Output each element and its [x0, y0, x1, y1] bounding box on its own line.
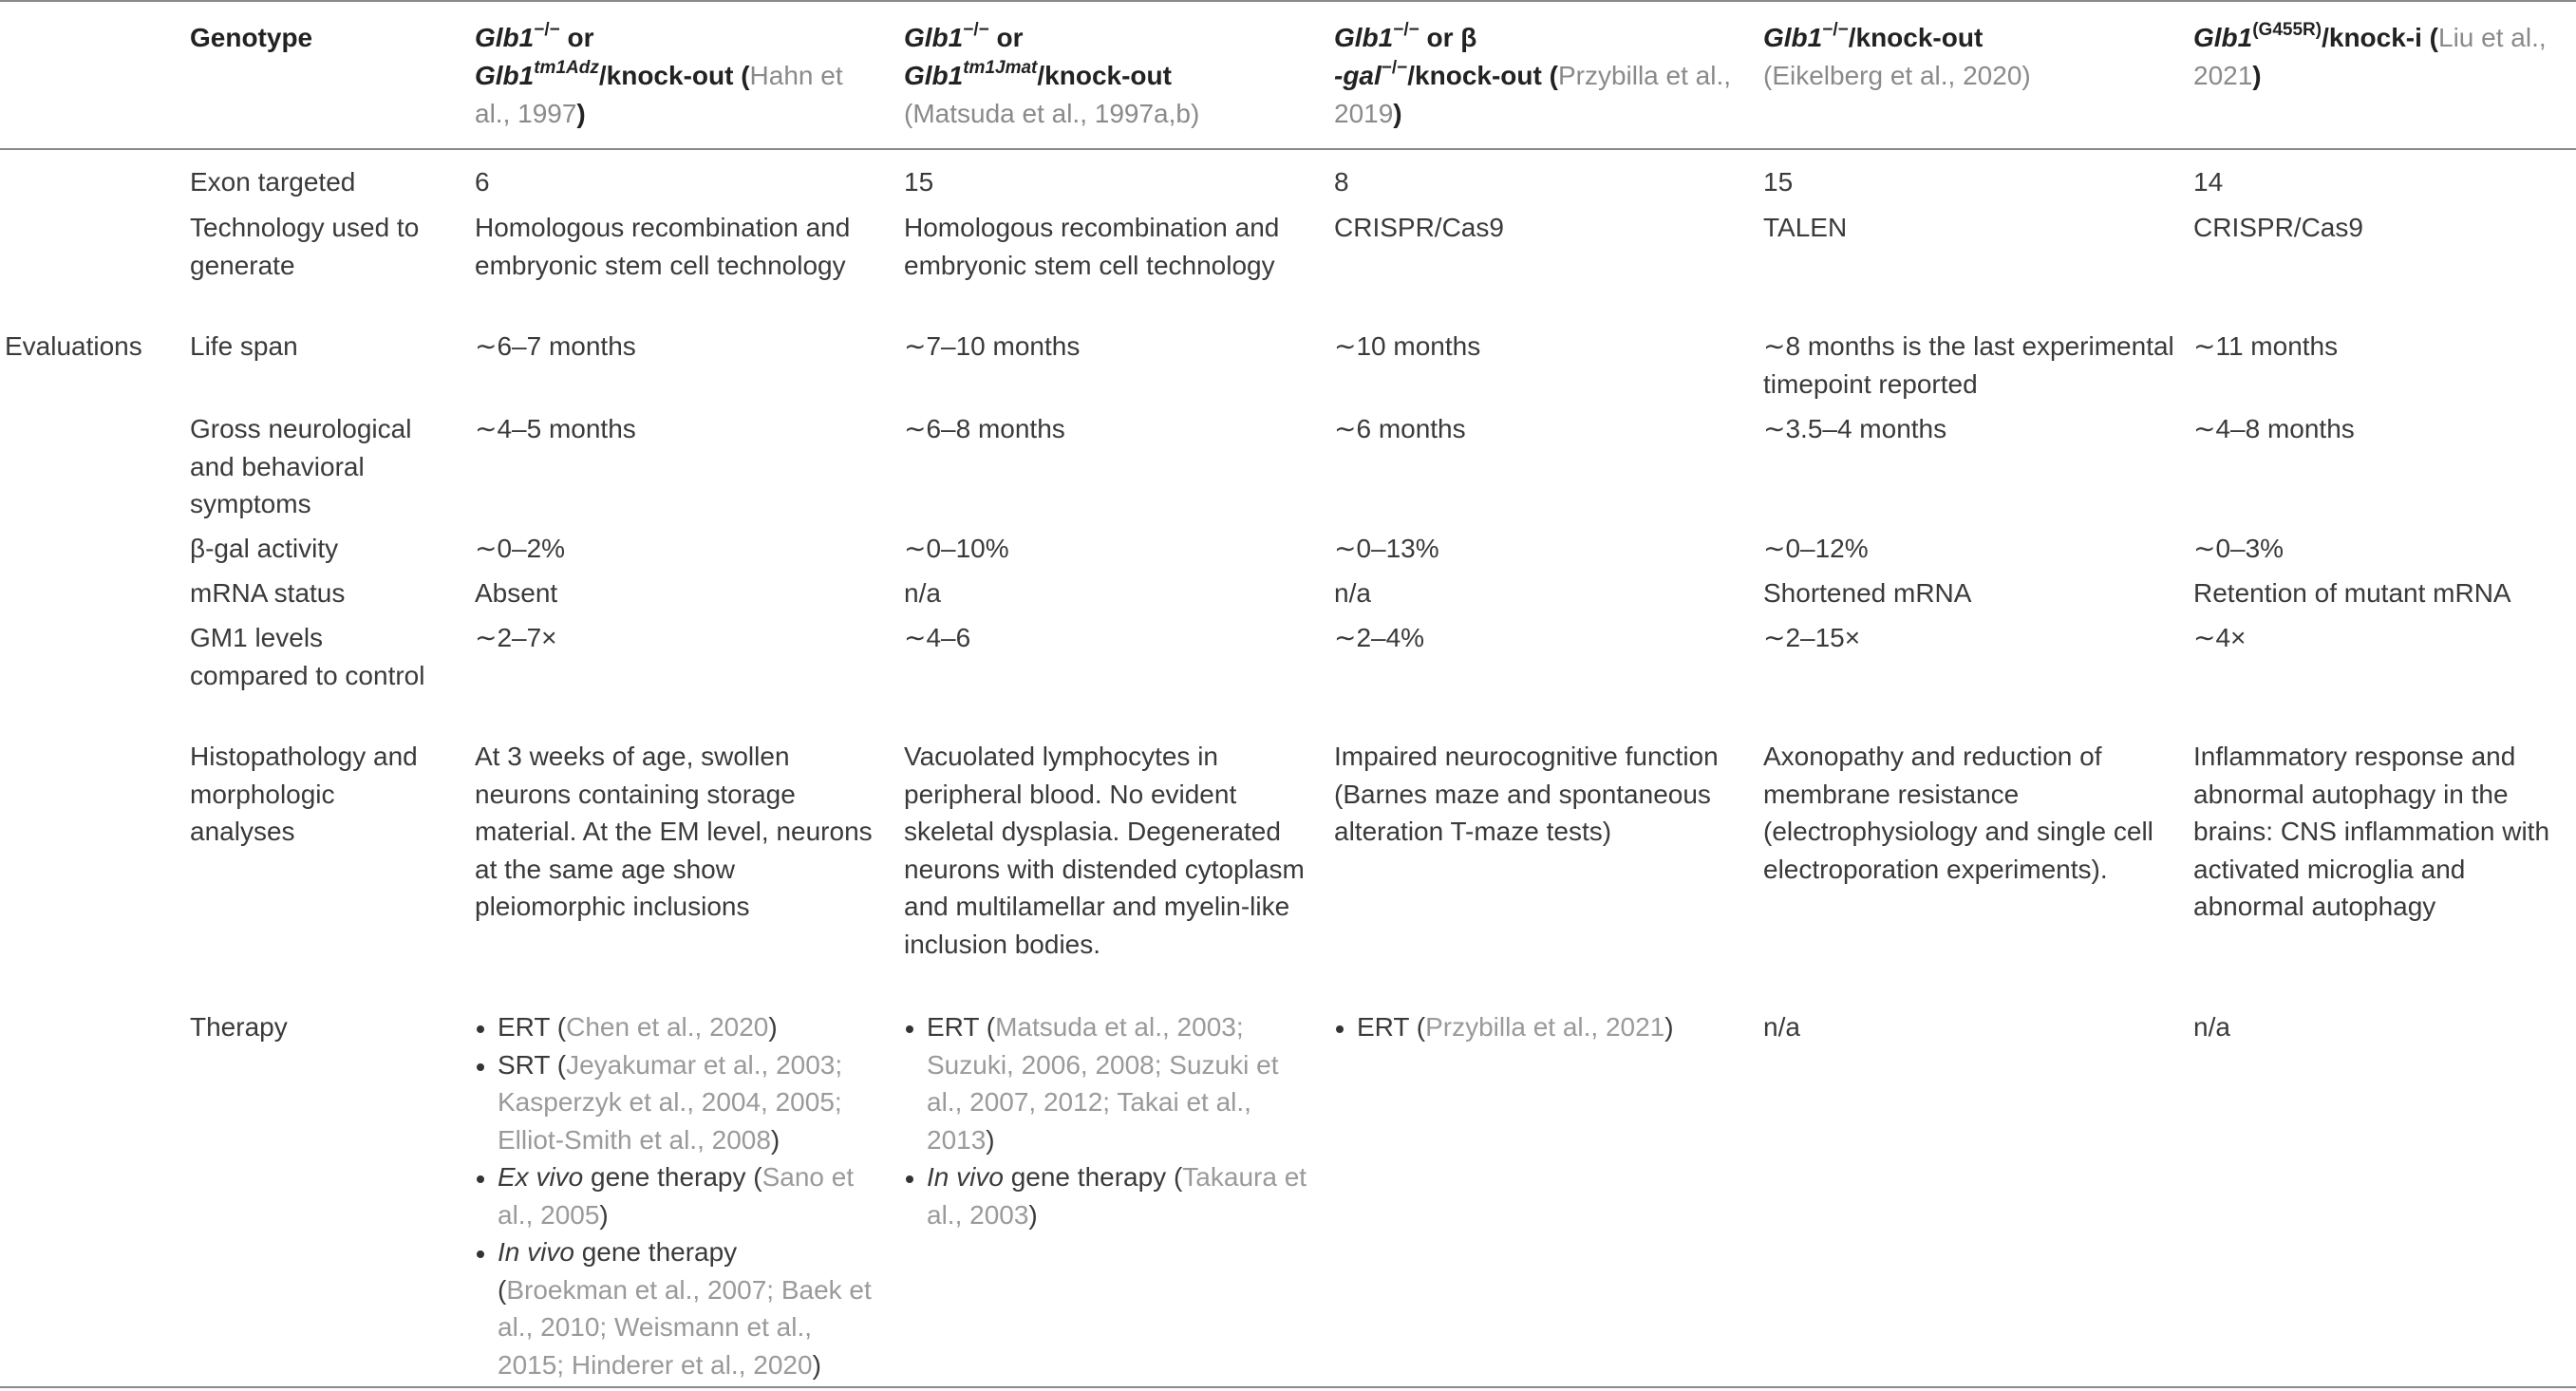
table-top-rule — [0, 0, 2576, 2]
cell-neurological-2: ∼6–8 months — [904, 414, 1065, 443]
cell-lifespan-2: ∼7–10 months — [904, 331, 1081, 361]
row-label-technology: Technology used to generate — [190, 213, 420, 280]
list-item: ERT (Chen et al., 2020) — [475, 1008, 874, 1046]
header-col-5: $Glb1^{(G455R)}/knock-i$ (Liu et al., 2021) — [2193, 19, 2547, 90]
citation-link[interactable]: Takaura et al., 2003 — [927, 1162, 1307, 1230]
list-item: ERT (Matsuda et al., 2003; Suzuki, 2006, 2008; Suzuki et al., 2007, 2012; Takai et al., 2013) — [904, 1008, 1312, 1158]
cell-technology-2: Homologous recombination and embryonic stem cell technology — [904, 213, 1280, 280]
cell-histopathology-4: Axonopathy and reduction of membrane resistance (electrophysiology and single cell electroporation experiments). — [1763, 742, 2153, 884]
cell-mrna-3: n/a — [1334, 578, 1371, 608]
cell-mrna-2: n/a — [904, 578, 941, 608]
cell-technology-3: CRISPR/Cas9 — [1334, 213, 1504, 242]
row-label-exon: Exon targeted — [190, 167, 356, 197]
cell-exon-3: 8 — [1334, 167, 1349, 197]
cell-technology-5: CRISPR/Cas9 — [2193, 213, 2363, 242]
therapy-cell-5: n/a — [2193, 1012, 2230, 1042]
cell-mrna-5: Retention of mutant mRNA — [2193, 578, 2511, 608]
group-label-evaluations: Evaluations — [5, 331, 142, 361]
cell-neurological-1: ∼4–5 months — [475, 414, 636, 443]
header-col-1-ref[interactable]: Hahn et al., 1997 — [475, 61, 843, 128]
cell-histopathology-1: At 3 weeks of age, swollen neurons containing storage material. At the EM level, neurons at the same age show pleiomorphic inclusions — [475, 742, 873, 921]
header-genotype: Genotype — [190, 23, 313, 52]
list-item: In vivo gene therapy (Broekman et al., 2007; Baek et al., 2010; Weismann et al., 2015; Hinderer et al., 2020) — [475, 1233, 874, 1383]
cell-exon-1: 6 — [475, 167, 490, 197]
table-bottom-rule — [0, 1386, 2576, 1388]
cell-bgal-2: ∼0–10% — [904, 534, 1009, 563]
cell-gm1-4: ∼2–15× — [1763, 623, 1861, 652]
row-label-bgal: β-gal activity — [190, 534, 339, 563]
list-item: In vivo gene therapy (Takaura et al., 2003) — [904, 1158, 1312, 1233]
cell-gm1-5: ∼4× — [2193, 623, 2247, 652]
cell-gm1-1: ∼2–7× — [475, 623, 557, 652]
row-label-lifespan: Life span — [190, 331, 298, 361]
cell-mrna-4: Shortened mRNA — [1763, 578, 1972, 608]
cell-bgal-5: ∼0–3% — [2193, 534, 2285, 563]
cell-lifespan-5: ∼11 months — [2193, 331, 2339, 361]
header-col-2-ref[interactable]: (Matsuda et al., 1997a,b) — [904, 99, 1200, 128]
therapy-list-1 — [475, 1008, 874, 1383]
list-item: SRT (Jeyakumar et al., 2003; Kasperzyk et al., 2004, 2005; Elliot-Smith et al., 2008) — [475, 1046, 874, 1159]
cell-histopathology-5: Inflammatory response and abnormal autophagy in the brains: CNS inflammation with activated microglia and abnormal autophagy — [2193, 742, 2550, 921]
row-label-mrna: mRNA status — [190, 578, 346, 608]
cell-histopathology-3: Impaired neurocognitive function (Barnes maze and spontaneous alteration T-maze tests) — [1334, 742, 1719, 846]
table-header-rule — [0, 148, 2576, 150]
therapy-list-2 — [904, 1008, 1312, 1233]
cell-lifespan-4: ∼8 months is the last experimental timepoint reported — [1763, 331, 2174, 399]
header-col-5-ref[interactable]: Liu et al., 2021 — [2193, 23, 2547, 90]
header-col-2: Glb1−/− or $Glb1^{tm1Jmat}/knock$-out (Matsuda et al., 1997a,b) — [904, 19, 1200, 128]
cell-bgal-4: ∼0–12% — [1763, 534, 1869, 563]
cell-technology-1: Homologous recombination and embryonic stem cell technology — [475, 213, 851, 280]
header-col-4: Glb1−/−/knock-out (Eikelberg et al., 2020) — [1763, 19, 2031, 90]
cell-gm1-3: ∼2–4% — [1334, 623, 1425, 652]
cell-technology-4: TALEN — [1763, 213, 1848, 242]
header-col-4-ref[interactable]: (Eikelberg et al., 2020) — [1763, 61, 2031, 90]
row-label-neurological: Gross neurological and behavioral symptoms — [190, 414, 412, 518]
cell-mrna-1: Absent — [475, 578, 558, 608]
citation-link[interactable]: Matsuda et al., 2003; Suzuki, 2006, 2008; Suzuki et al., 2007, 2012; Takai et al., 2013 — [927, 1012, 1279, 1155]
cell-lifespan-1: ∼6–7 months — [475, 331, 636, 361]
citation-link[interactable]: Sano et al., 2005 — [498, 1162, 855, 1230]
header-col-3: Glb1−/− or β -gal−/−/knock-out (Przybilla et al., 2019) — [1334, 19, 1732, 128]
cell-gm1-2: ∼4–6 — [904, 623, 971, 652]
citation-link[interactable]: Jeyakumar et al., 2003; Kasperzyk et al., 2004, 2005; Elliot-Smith et al., 2008 — [498, 1049, 843, 1155]
cell-exon-4: 15 — [1763, 167, 1794, 197]
therapy-list-3 — [1334, 1008, 1752, 1046]
citation-link[interactable]: Chen et al., 2020 — [566, 1012, 769, 1042]
cell-neurological-4: ∼3.5–4 months — [1763, 414, 1947, 443]
header-col-1: Glb1−/− or $Glb1^{tm1Adz}/knock$-out (Hahn et al., 1997) — [475, 19, 843, 128]
cell-histopathology-2: Vacuolated lymphocytes in peripheral blood. No evident skeletal dysplasia. Degenerated neurons with distended cytoplasm and multilamellar and myelin-like inclusion bodies. — [904, 742, 1305, 959]
cell-neurological-5: ∼4–8 months — [2193, 414, 2355, 443]
header-col-3-ref[interactable]: Przybilla et al., 2019 — [1334, 61, 1732, 128]
cell-bgal-1: ∼0–2% — [475, 534, 566, 563]
therapy-cell-4: n/a — [1763, 1012, 1800, 1042]
cell-lifespan-3: ∼10 months — [1334, 331, 1481, 361]
citation-link[interactable]: Przybilla et al., 2021 — [1425, 1012, 1665, 1042]
list-item: Ex vivo gene therapy (Sano et al., 2005) — [475, 1158, 874, 1233]
list-item: ERT (Przybilla et al., 2021) — [1334, 1008, 1752, 1046]
row-label-histopathology: Histopathology and morphologic analyses — [190, 742, 418, 846]
row-label-therapy: Therapy — [190, 1012, 288, 1042]
cell-exon-2: 15 — [904, 167, 934, 197]
citation-link[interactable]: Broekman et al., 2007; Baek et al., 2010; Weismann et al., 2015; Hinderer et al., 2020 — [498, 1274, 872, 1380]
cell-bgal-3: ∼0–13% — [1334, 534, 1439, 563]
row-label-gm1: GM1 levels compared to control — [190, 623, 425, 690]
cell-neurological-3: ∼6 months — [1334, 414, 1466, 443]
cell-exon-5: 14 — [2193, 167, 2224, 197]
